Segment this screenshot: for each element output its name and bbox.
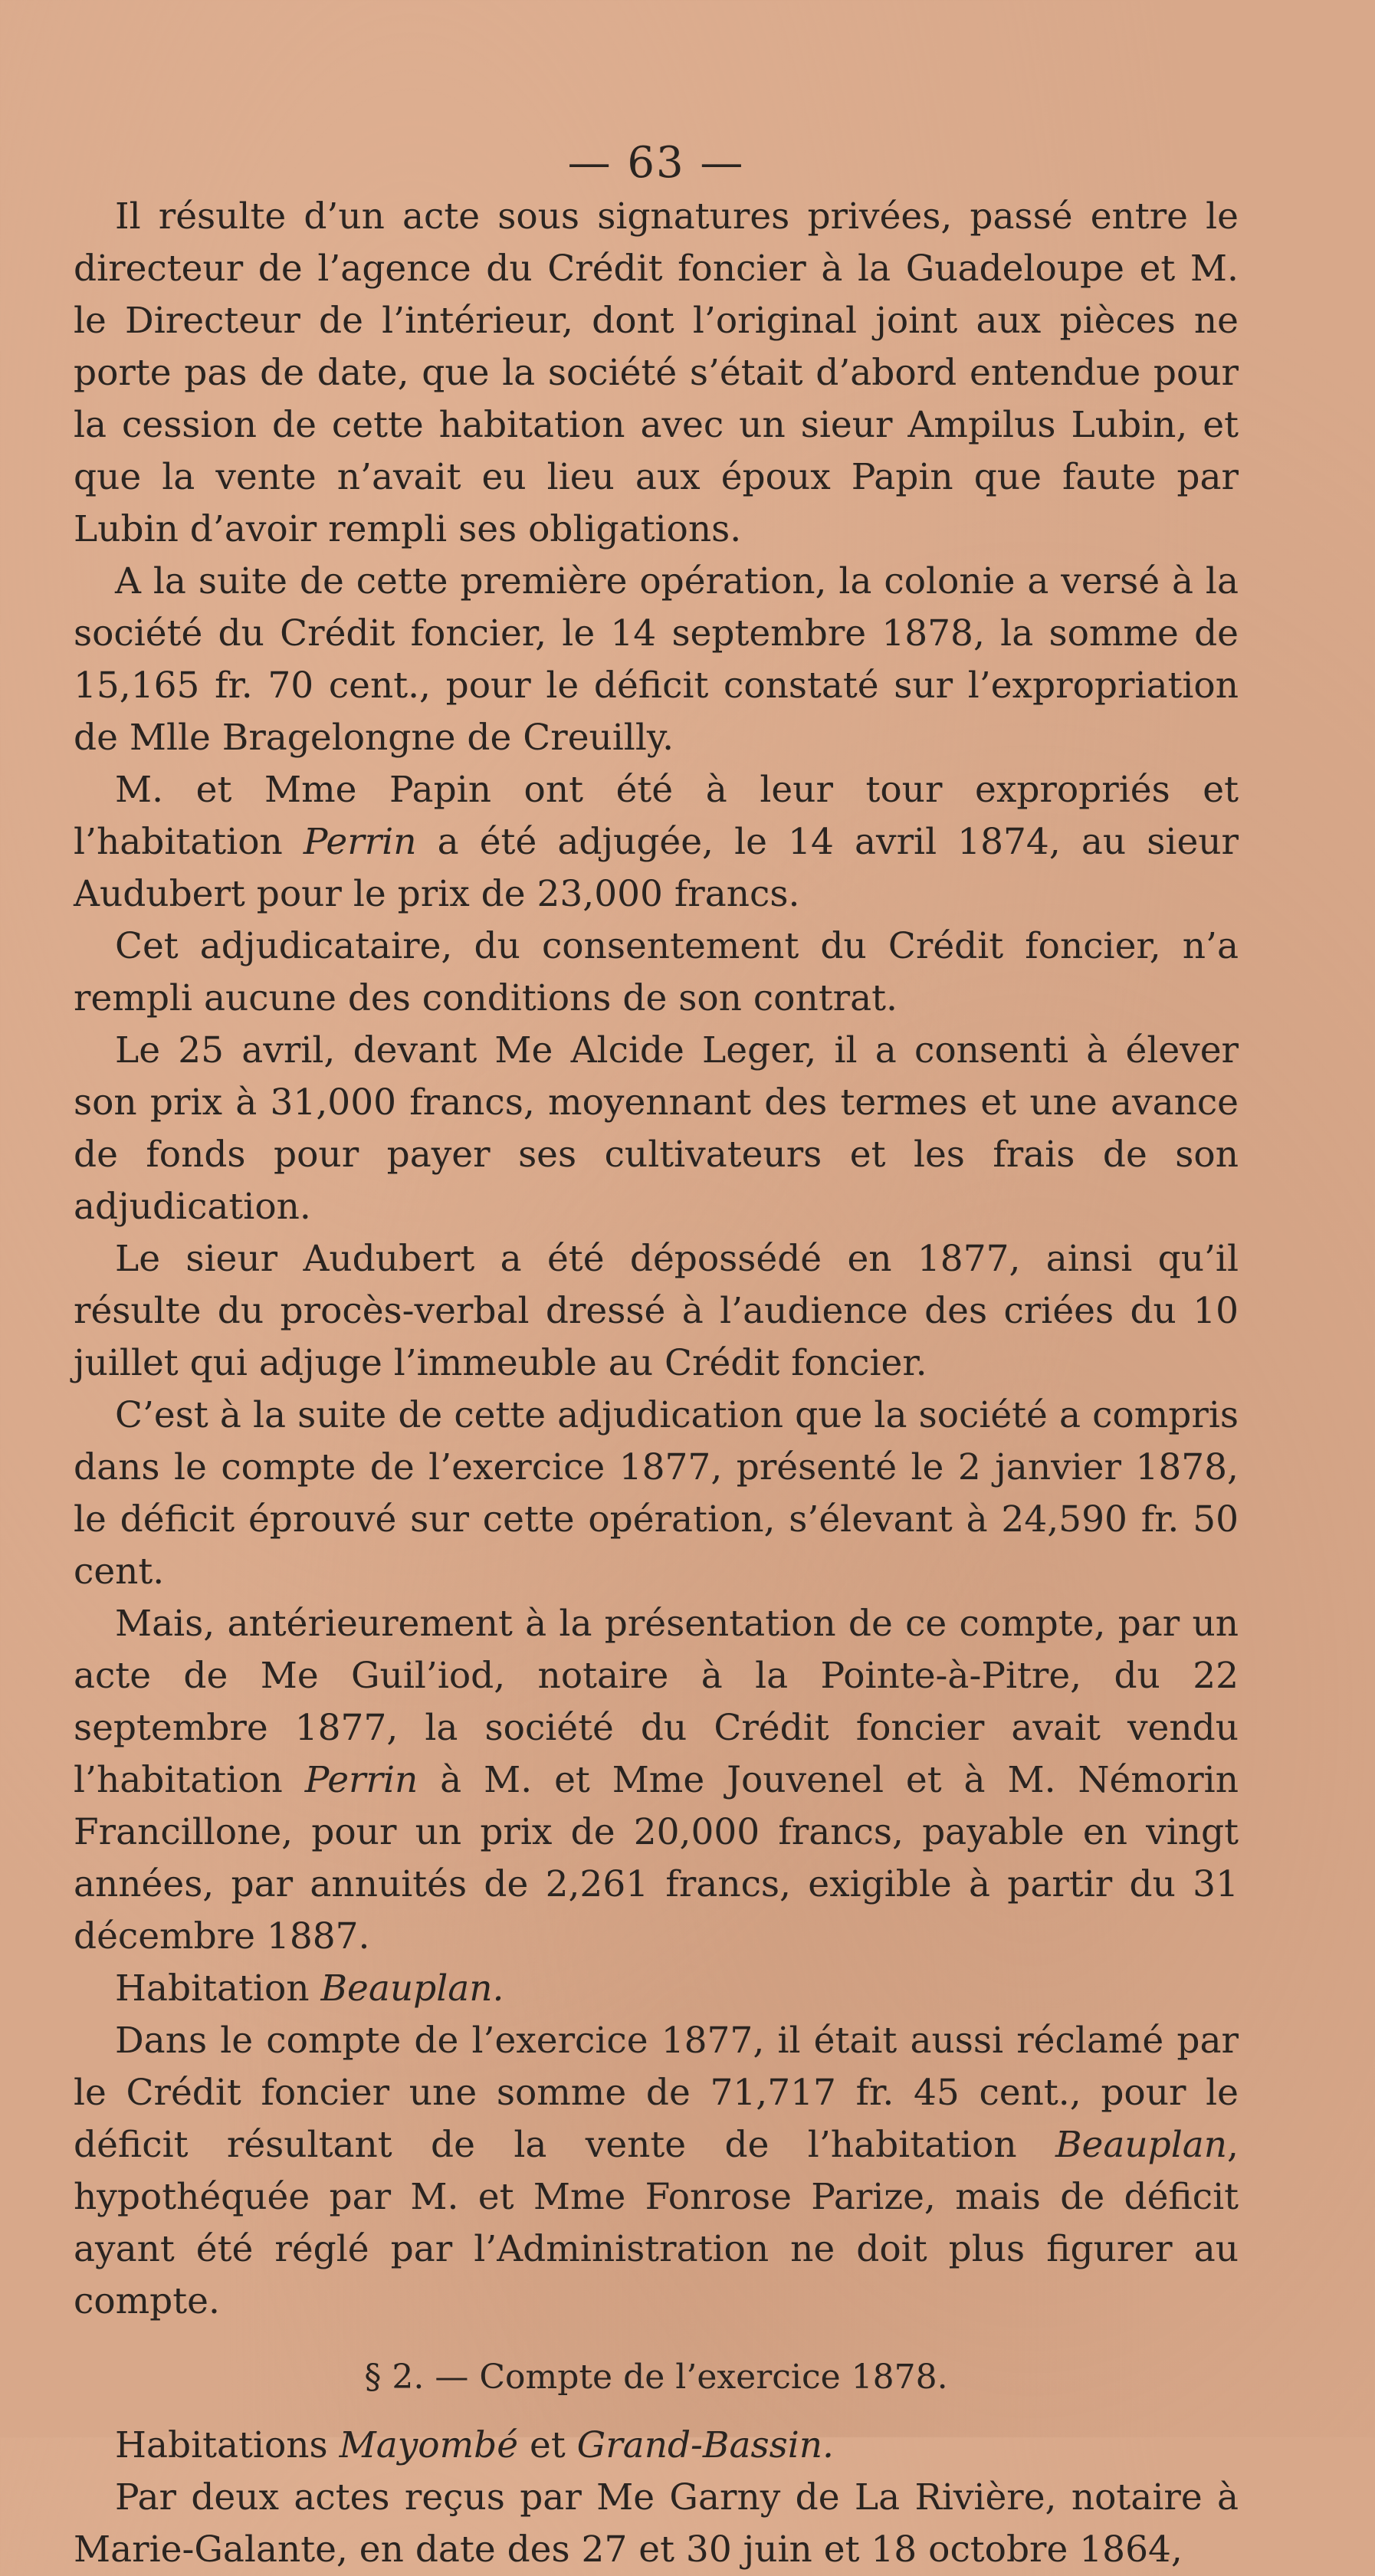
heading-mayombe-italic-1: Mayombé — [339, 2424, 519, 2466]
heading-mayombe-italic-2: Grand-Bassin. — [576, 2424, 834, 2466]
paragraph-3-italic: Perrin — [303, 821, 417, 863]
paragraph-9 — [74, 2015, 1239, 2328]
paragraph-3-text-b: a été adjugée, le 14 avril 1874, au sieur Audubert pour le prix de 23,000 francs. — [74, 821, 1239, 915]
paragraph-8-text-b: à M. et Mme Jouvenel et à M. Némorin Francillone, pour un prix de 20,000 francs, payable en vingt années, par annuités de 2,261 francs, exigible à partir du 31 décembre 1887. — [74, 1759, 1239, 1957]
paragraph-3 — [74, 764, 1239, 920]
heading-mayombe-mid: et — [518, 2424, 577, 2466]
paragraph-3-text-a: M. et Mme Papin ont été à leur tour expropriés et l’habitation — [74, 769, 1239, 863]
heading-mayombe — [115, 2420, 1239, 2472]
paragraph-6: Le sieur Audubert a été dépossédé en 1877, ainsi qu’il résulte du procès-verbal dressé à l’audience des criées du 10 juillet qui adjuge l’immeuble au Crédit foncier. — [74, 1238, 1239, 1384]
paragraph-8-text-a: Mais, antérieurement à la présentation de ce compte, par un acte de Me Guil’iod, notaire à la Pointe-à-Pitre, du 22 septembre 1877, la société du Crédit foncier avait vendu l’habitation — [74, 1603, 1239, 1801]
document-page — [74, 138, 1239, 2576]
paragraph-8 — [74, 1598, 1239, 1963]
paragraph-5: Le 25 avril, devant Me Alcide Leger, il a consenti à élever son prix à 31,000 francs, moyennant des termes et une avance de fonds pour payer ses cultivateurs et les frais de son adjudication. — [74, 1029, 1239, 1228]
heading-mayombe-text-a: Habitations — [115, 2424, 340, 2466]
page-number: — 63 — — [567, 138, 745, 188]
heading-beauplan — [74, 1963, 1239, 2015]
heading-beauplan-italic: Beauplan. — [320, 1967, 504, 2010]
paragraph-10: Par deux actes reçus par Me Garny de La Rivière, notaire à Marie-Galante, en date des 27 et 30 juin et 18 octobre 1864, — [74, 2476, 1239, 2571]
heading-beauplan-text: Habitation — [115, 1967, 321, 2010]
paragraph-8-italic: Perrin — [304, 1759, 418, 1801]
paragraph-9-text-b: , hypothéquée par M. et Mme Fonrose Parize, mais de déficit ayant été réglé par l’Administration ne doit plus figurer au compte. — [74, 2124, 1239, 2322]
paragraph-9-italic: Beauplan — [1055, 2124, 1228, 2166]
paragraph-7: C’est à la suite de cette adjudication que la société a compris dans le compte de l’exercice 1877, présenté le 2 janvier 1878, le déficit éprouvé sur cette opération, s’élevant à 24,590 fr. 50 cent. — [74, 1394, 1239, 1593]
paragraph-2: A la suite de cette première opération, la colonie a versé à la société du Crédit foncier, le 14 septembre 1878, la somme de 15,165 fr. 70 cent., pour le déficit constaté sur l’expropriation de Mlle Bragelongne de Creuilly. — [74, 560, 1239, 759]
paragraph-9-text-a: Dans le compte de l’exercice 1877, il était aussi réclamé par le Crédit foncier une somme de 71,717 fr. 45 cent., pour le déficit résultant de la vente de l’habitation — [74, 2020, 1239, 2166]
paragraph-4: Cet adjudicataire, du consentement du Crédit foncier, n’a rempli aucune des conditions de son contrat. — [74, 925, 1239, 1019]
paragraph-1: Il résulte d’un acte sous signatures privées, passé entre le directeur de l’agence du Crédit foncier à la Guadeloupe et M. le Directeur de l’intérieur, dont l’original joint aux pièces ne porte pas de date, que la société s’était d’abord entendue pour la cession de cette habitation avec un sieur Ampilus Lubin, et que la vente n’avait eu lieu aux époux Papin que faute par Lubin d’avoir rempli ses obligations. — [74, 195, 1239, 550]
section-title: § 2. — Compte de l’exercice 1878. — [364, 2358, 948, 2397]
